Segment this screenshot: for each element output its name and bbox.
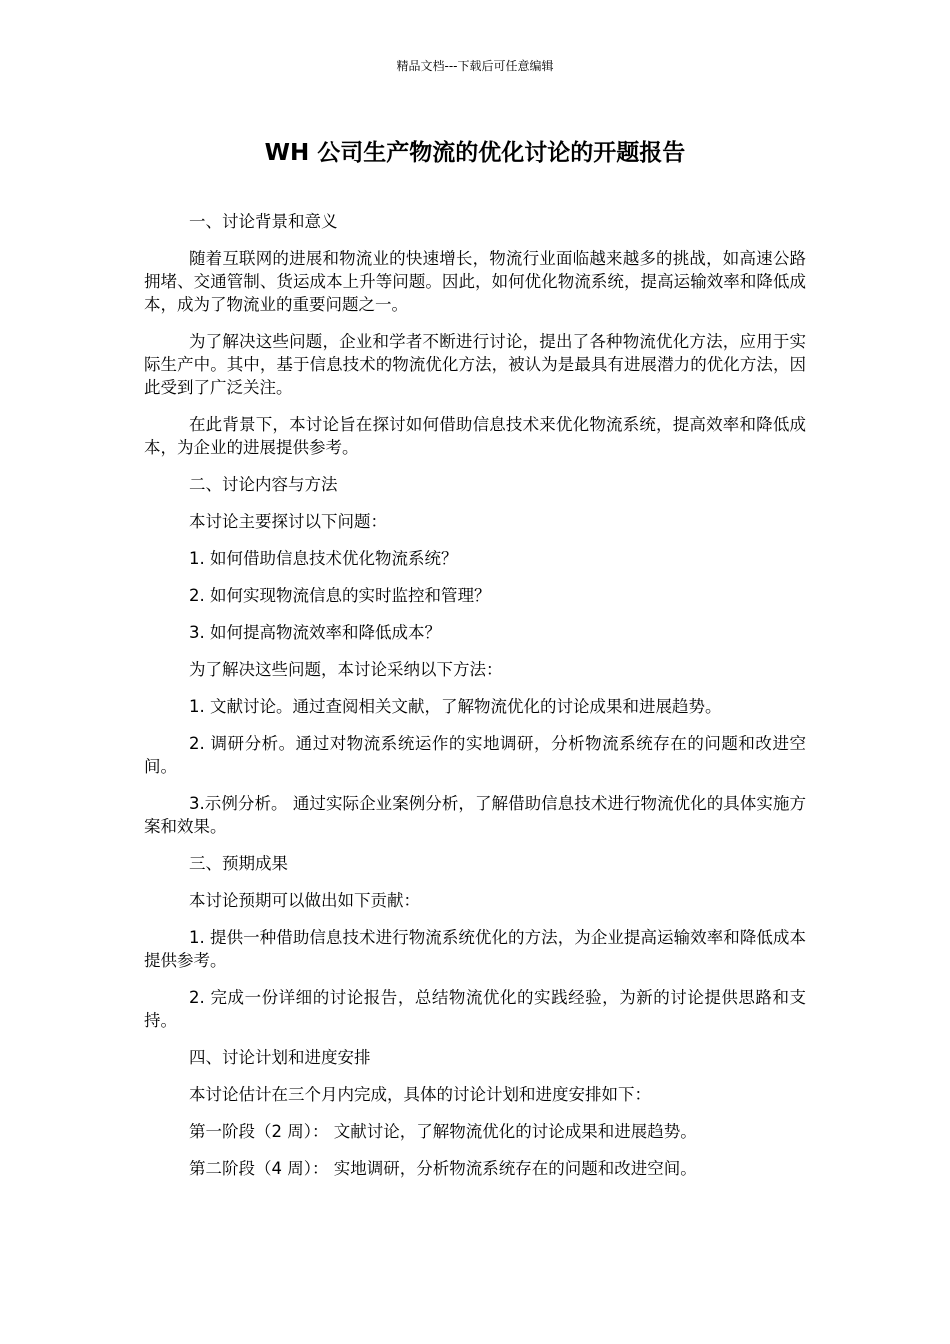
section-heading-expected-results: 三、预期成果 — [189, 854, 288, 873]
paragraph: 本讨论预期可以做出如下贡献： — [189, 891, 420, 910]
paragraph: 在此背景下，本讨论旨在探讨如何借助信息技术来优化物流系统，提高效率和降低成本，为企业的进展提供参考。 — [144, 415, 806, 457]
section-heading-content-method: 二、讨论内容与方法 — [189, 475, 338, 494]
paragraph: 本讨论估计在三个月内完成，具体的讨论计划和进度安排如下： — [189, 1085, 651, 1104]
list-item: 1. 如何借助信息技术优化物流系统？ — [189, 549, 458, 568]
paragraph: 本讨论主要探讨以下问题： — [189, 512, 387, 531]
list-item: 2. 如何实现物流信息的实时监控和管理？ — [189, 586, 491, 605]
section-heading-background: 一、讨论背景和意义 — [189, 212, 338, 231]
list-item: 3. 如何提高物流效率和降低成本？ — [189, 623, 441, 642]
document-title: WH 公司生产物流的优化讨论的开题报告 — [264, 140, 686, 166]
schedule-item: 第一阶段（2 周）： 文献讨论，了解物流优化的讨论成果和进展趋势。 — [189, 1122, 697, 1141]
list-item: 2. 调研分析。通过对物流系统运作的实地调研，分析物流系统存在的问题和改进空间。 — [144, 734, 806, 776]
list-item: 1. 提供一种借助信息技术进行物流系统优化的方法，为企业提高运输效率和降低成本提供参考。 — [144, 928, 806, 970]
schedule-item: 第二阶段（4 周）： 实地调研，分析物流系统存在的问题和改进空间。 — [189, 1159, 697, 1178]
paragraph: 为了解决这些问题，企业和学者不断进行讨论，提出了各种物流优化方法，应用于实际生产中。其中，基于信息技术的物流优化方法，被认为是最具有进展潜力的优化方法，因此受到了广泛关注。 — [144, 332, 806, 397]
list-item: 3.示例分析。 通过实际企业案例分析，了解借助信息技术进行物流优化的具体实施方案和效果。 — [144, 794, 806, 836]
document-body — [144, 210, 806, 1194]
list-item: 1. 文献讨论。通过查阅相关文献，了解物流优化的讨论成果和进展趋势。 — [189, 697, 722, 716]
header-note: 精品文档---下载后可任意编辑 — [396, 59, 554, 73]
paragraph: 为了解决这些问题，本讨论采纳以下方法： — [189, 660, 503, 679]
list-item: 2. 完成一份详细的讨论报告，总结物流优化的实践经验，为新的讨论提供思路和支持。 — [144, 988, 806, 1030]
paragraph: 随着互联网的进展和物流业的快速增长，物流行业面临越来越多的挑战，如高速公路拥堵、交通管制、货运成本上升等问题。因此，如何优化物流系统，提高运输效率和降低成本，成为了物流业的重要问题之一。 — [144, 249, 806, 314]
section-heading-plan-schedule: 四、讨论计划和进度安排 — [189, 1048, 371, 1067]
